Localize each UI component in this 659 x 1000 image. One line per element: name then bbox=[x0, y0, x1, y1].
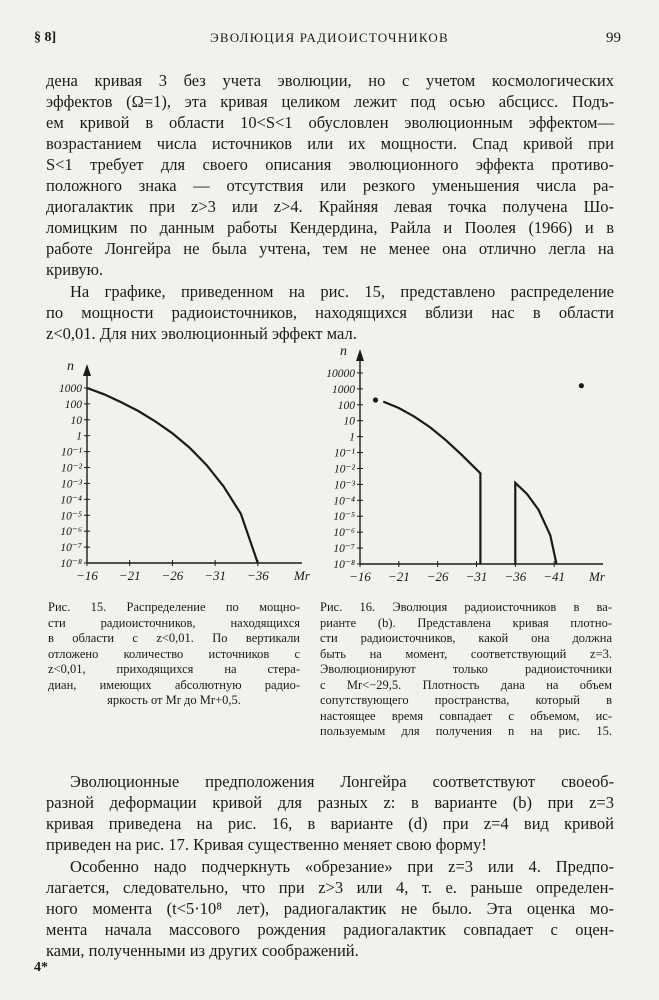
paragraph-3 bbox=[46, 771, 614, 855]
x-tick-label: −16 bbox=[76, 568, 98, 583]
caption-line: сти радиоисточников, какой она должна bbox=[320, 631, 612, 645]
figure-16 bbox=[318, 338, 618, 593]
paragraph-4 bbox=[46, 856, 614, 961]
text-line: возрастанием числа источников или их мощности. Спад кривой при bbox=[46, 134, 614, 153]
caption-line: диан, имеющих абсолютную радио- bbox=[48, 677, 300, 692]
y-tick-label: 10⁻¹ bbox=[333, 447, 355, 460]
text-line: по мощности радиоисточников, находящихся вблизи нас в области bbox=[46, 303, 614, 322]
data-point bbox=[579, 383, 584, 388]
caption-line: быть на момент, соответствующий z=3. bbox=[320, 646, 612, 661]
figure-15-chart bbox=[30, 340, 315, 595]
caption-figure-15 bbox=[48, 600, 300, 709]
y-tick-label: 10⁻³ bbox=[333, 479, 355, 492]
x-axis-label: Mr bbox=[589, 569, 605, 584]
text-line: ками, полученными из других соображений. bbox=[46, 941, 359, 960]
y-tick-label: 10 bbox=[70, 414, 82, 427]
y-tick-label: 10⁻⁷ bbox=[60, 542, 82, 555]
figure-15 bbox=[30, 340, 315, 595]
x-tick-label: −26 bbox=[426, 569, 449, 584]
signature-mark: 4* bbox=[34, 960, 48, 975]
x-axis-label: Mr bbox=[294, 568, 310, 583]
paragraph-2 bbox=[46, 281, 614, 344]
x-tick-label: −31 bbox=[465, 569, 488, 584]
y-tick-label: 100 bbox=[337, 399, 355, 412]
running-title: ЭВОЛЮЦИЯ РАДИОИСТОЧНИКОВ bbox=[210, 30, 449, 45]
caption-line: яркость от Mr до Mr+0,5. bbox=[107, 693, 241, 707]
page-number: 99 bbox=[606, 30, 621, 46]
caption-line: рианте (b). Представлена кривая плотно- bbox=[320, 615, 612, 630]
y-tick-label: 10⁻² bbox=[333, 463, 355, 476]
text-line: кривую. bbox=[46, 260, 104, 279]
y-tick-label: 10000 bbox=[326, 367, 355, 380]
caption-line: Рис. 16. Эволюция радиоисточников в ва- bbox=[320, 600, 612, 614]
y-tick-label: 100 bbox=[64, 398, 82, 411]
y-axis-label: n bbox=[340, 344, 347, 359]
y-tick-label: 1 bbox=[76, 430, 82, 443]
y-tick-label: 10⁻¹ bbox=[60, 446, 82, 459]
y-tick-label: 1000 bbox=[59, 382, 82, 395]
y-axis-arrow bbox=[356, 349, 364, 361]
y-tick-label: 10⁻² bbox=[60, 462, 82, 475]
text-line: дена кривая 3 без учета эволюции, но с учетом космологических bbox=[46, 71, 614, 90]
y-tick-label: 10⁻⁶ bbox=[60, 526, 82, 539]
y-tick-label: 10⁻⁴ bbox=[333, 495, 355, 508]
x-tick-label: −21 bbox=[118, 568, 141, 583]
data-point bbox=[373, 397, 378, 402]
y-tick-label: 10⁻⁵ bbox=[60, 510, 82, 523]
caption-line: сопутствующего пространства, который в bbox=[320, 693, 612, 707]
text-line: Эволюционные предположения Лонгейра соответствуют своеоб- bbox=[70, 772, 614, 791]
x-tick-label: −41 bbox=[543, 569, 566, 584]
caption-line: z<0,01, приходящихся на стера- bbox=[48, 662, 300, 676]
y-tick-label: 1 bbox=[349, 431, 355, 444]
text-line: ем кривой в области 10<S<1 обусловлен эволюционным эффектом— bbox=[46, 113, 614, 132]
section-marker: § 8] bbox=[34, 30, 57, 45]
caption-line: Рис. 15. Распределение по мощно- bbox=[48, 600, 300, 614]
x-tick-label: −21 bbox=[387, 569, 410, 584]
text-line: кривая приведена на рис. 16, в варианте (d) при z=4 вид кривой bbox=[46, 814, 614, 833]
paragraph-1 bbox=[46, 70, 614, 280]
y-axis-label: n bbox=[67, 359, 74, 374]
text-line: S<1 требует для своего описания эволюционного эффекта противо- bbox=[46, 155, 614, 174]
caption-line: пользуемым для получения n на рис. 15. bbox=[320, 724, 612, 738]
text-line: диогалактик при z>3 или z>4. Крайняя левая точка получена Шо- bbox=[46, 197, 614, 216]
text-line: z<0,01. Для них эволюционный эффект мал. bbox=[46, 324, 357, 343]
y-tick-label: 1000 bbox=[332, 383, 355, 396]
text-line: Особенно надо подчеркнуть «обрезание» при z=3 или 4. Предпо- bbox=[70, 857, 614, 876]
y-axis-arrow bbox=[83, 364, 91, 376]
text-line: разной деформации кривой для разных z: в варианте (b) при z=3 bbox=[46, 793, 614, 812]
text-line: лагается, следовательно, что при z>3 или 4, т. е. раньше определен- bbox=[46, 878, 614, 897]
y-tick-label: 10⁻⁴ bbox=[60, 494, 82, 507]
text-line: эффектов (Ω=1), эта кривая целиком лежит под осью абсцисс. Подъ- bbox=[46, 92, 614, 111]
y-tick-label: 10⁻⁶ bbox=[333, 527, 355, 540]
x-tick-label: −26 bbox=[161, 568, 184, 583]
y-tick-label: 10⁻⁸ bbox=[333, 559, 355, 571]
series-line bbox=[383, 402, 480, 564]
caption-line: с Mr<−29,5. Плотность дана на объем bbox=[320, 677, 612, 692]
x-tick-label: −31 bbox=[204, 568, 227, 583]
series-line bbox=[87, 388, 258, 563]
x-tick-label: −36 bbox=[504, 569, 527, 584]
caption-line: сти радиоисточников, находящихся bbox=[48, 615, 300, 630]
x-tick-label: −16 bbox=[349, 569, 371, 584]
text-line: ломицким по данным работы Кендердина, Райла и Поолея (1966) и в bbox=[46, 218, 614, 237]
text-line: ного момента (t<5·10⁸ лет), радиогалактик не было. Эта оценка мо- bbox=[46, 899, 614, 918]
y-tick-label: 10 bbox=[343, 415, 355, 428]
text-line: положного знака — отсутствия или резкого уменьшения числа ра- bbox=[46, 176, 614, 195]
figure-16-chart bbox=[318, 338, 618, 593]
text-line: работе Лонгейра не была учтена, тем не менее она отлично легла на bbox=[46, 239, 614, 258]
caption-figure-16 bbox=[320, 600, 612, 740]
caption-line: Эволюционируют только радиоисточники bbox=[320, 662, 612, 676]
text-line: На графике, приведенном на рис. 15, представлено распределение bbox=[70, 282, 614, 301]
x-tick-label: −36 bbox=[246, 568, 269, 583]
y-tick-label: 10⁻⁵ bbox=[333, 511, 355, 524]
text-line: приведен на рис. 17. Кривая существенно меняет свою форму! bbox=[46, 835, 487, 854]
y-tick-label: 10⁻⁷ bbox=[333, 543, 355, 556]
caption-line: отложено количество источников с bbox=[48, 646, 300, 661]
y-tick-label: 10⁻⁸ bbox=[60, 558, 82, 570]
y-tick-label: 10⁻³ bbox=[60, 478, 82, 491]
caption-line: в области с z<0,01. По вертикали bbox=[48, 631, 300, 645]
series-line bbox=[515, 483, 556, 564]
text-line: мента начала массового рождения радиогалактик совпадает с оцен- bbox=[46, 920, 614, 939]
caption-line: настоящее время совпадает с объемом, ис- bbox=[320, 708, 612, 723]
